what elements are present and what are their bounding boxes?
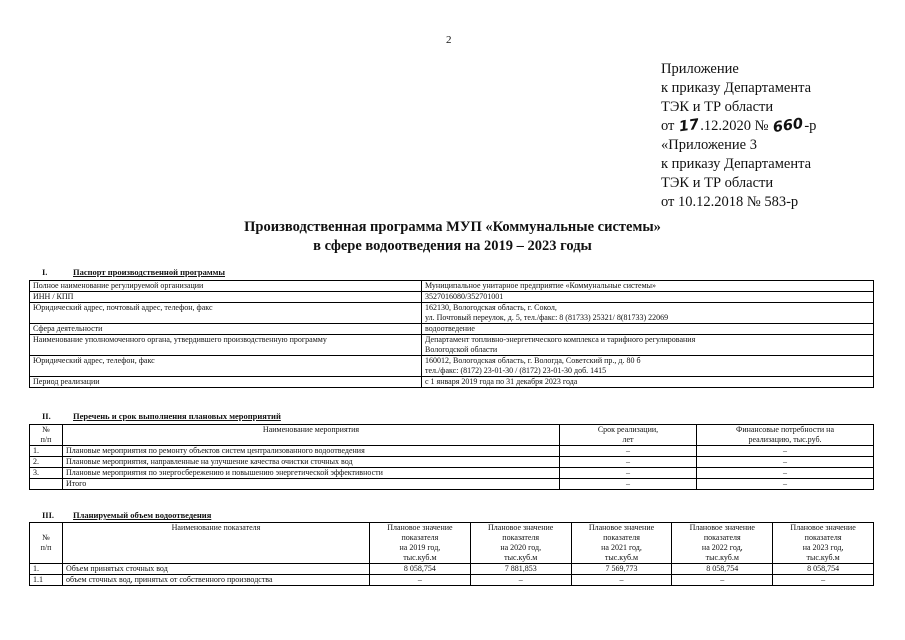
approval-date-suffix: -р [804,118,817,134]
page-number: 2 [446,34,452,46]
row-value [422,281,874,292]
row-value [422,292,874,303]
header-year: Плановое значение показателя на 2019 год, тыс.куб.м [370,523,471,564]
row-label: Сфера деятельности [30,324,422,335]
approval-line: к приказу Департамента [661,156,812,172]
section1-heading [29,267,225,277]
row-value-line: Вологодской области [425,345,498,354]
row-value: – [571,575,672,586]
row-value-line: с 1 января 2019 года по 31 декабря 2023 года [425,377,578,386]
section2-title: Перечень и срок выполнения плановых мероприятий [73,411,281,421]
document-title [0,218,905,256]
header-year: Плановое значение показателя на 2023 год, тыс.куб.м [773,523,874,564]
header-finance: Финансовые потребности на реализацию, тыс.руб. [697,425,874,446]
header-year: Плановое значение показателя на 2020 год, тыс.куб.м [470,523,571,564]
row-num [30,479,63,490]
row-finance: – [697,479,874,490]
passport-table [29,280,874,388]
row-name: Плановые мероприятия по энергосбережению и повышению энергетической эффективности [63,468,560,479]
row-value-line: Муниципальное унитарное предприятие «Коммунальные системы» [425,281,657,290]
volume-table [29,522,874,586]
row-value-line: тел./факс: (8172) 23-01-30 / (8172) 23-01-30 доб. 1415 [425,366,607,375]
approval-line: ТЭК и ТР области [661,99,774,115]
row-value [422,324,874,335]
header-num: № п/п [30,523,63,564]
row-name: объем сточных вод, принятых от собственного производства [63,575,370,586]
row-name: Плановые мероприятия, направленные на улучшение качества очистки сточных вод [63,457,560,468]
table-row [30,468,874,479]
row-num: 3. [30,468,63,479]
header-term: Срок реализации, лет [560,425,697,446]
row-term: – [560,479,697,490]
row-num: 2. [30,457,63,468]
table-header-row [30,425,874,446]
row-value [422,377,874,388]
row-value-line: 162130, Вологодская область, г. Сокол, [425,303,557,312]
section2-heading [29,411,281,421]
row-value-line: 160012, Вологодская область, г. Вологда, Советский пр., д. 80 б [425,356,641,365]
approval-line: Приложение [661,61,739,77]
header-year: Плановое значение показателя на 2022 год, тыс.куб.м [672,523,773,564]
approval-date-line [661,117,816,136]
section3-heading [29,510,211,520]
section3-number: III. [42,510,55,520]
row-value: 8 058,754 [370,564,471,575]
approval-line: от 10.12.2018 № 583-р [661,194,799,210]
row-value-line: Департамент топливно-энергетического комплекса и тарифного регулирования [425,335,696,344]
table-header-row [30,523,874,564]
row-value [422,335,874,356]
table-row [30,479,874,490]
row-label: ИНН / КПП [30,292,422,303]
table-row [30,292,874,303]
header-year: Плановое значение показателя на 2021 год, тыс.куб.м [571,523,672,564]
approval-date-prefix: от [661,118,675,134]
row-value-line: ул. Почтовый переулок, д. 5, тел./факс: 8 (81733) 25321/ 8(81733) 22069 [425,313,669,322]
approval-block [661,60,816,212]
measures-table [29,424,874,490]
approval-date-mid: .12.2020 № [700,118,769,134]
section1-number: I. [42,267,48,277]
row-label: Период реализации [30,377,422,388]
row-value: 8 058,754 [773,564,874,575]
row-label: Юридический адрес, почтовый адрес, телефон, факс [30,303,422,324]
row-value-line: 3527016080/352701001 [425,292,504,301]
row-value: – [470,575,571,586]
row-value-line: водоотведение [425,324,475,333]
row-value: 8 058,754 [672,564,773,575]
handwritten-number: 660 [772,115,805,137]
title-line-1: Производственная программа МУП «Коммунальные системы» [244,219,661,235]
header-name: Наименование показателя [63,523,370,564]
approval-line: «Приложение 3 [661,137,757,153]
row-num: 1. [30,446,63,457]
section3-title: Планируемый объем водоотведения [73,510,212,520]
table-row [30,564,874,575]
row-term: – [560,468,697,479]
row-finance: – [697,457,874,468]
row-label: Полное наименование регулируемой организации [30,281,422,292]
section2-number: II. [42,411,51,421]
table-row [30,303,874,324]
row-finance: – [697,446,874,457]
row-num: 1. [30,564,63,575]
row-name: Итого [63,479,560,490]
handwritten-day: 17 [677,116,701,136]
row-label: Юридический адрес, телефон, факс [30,356,422,377]
table-row [30,356,874,377]
row-name: Плановые мероприятия по ремонту объектов систем централизованного водоотведения [63,446,560,457]
row-value: – [773,575,874,586]
table-row [30,335,874,356]
header-num: № п/п [30,425,63,446]
row-value: 7 569,773 [571,564,672,575]
row-name: Объем принятых сточных вод [63,564,370,575]
approval-line: к приказу Департамента [661,80,812,96]
table-row [30,281,874,292]
title-line-2: в сфере водоотведения на 2019 – 2023 годы [313,238,592,254]
table-row [30,446,874,457]
approval-line: ТЭК и ТР области [661,175,774,191]
row-label: Наименование уполномоченного органа, утвердившего производственную программу [30,335,422,356]
row-term: – [560,446,697,457]
row-num: 1.1 [30,575,63,586]
table-row [30,575,874,586]
row-value [422,303,874,324]
section1-title: Паспорт производственной программы [73,267,226,277]
header-name: Наименование мероприятия [63,425,560,446]
row-value: – [370,575,471,586]
row-value: – [672,575,773,586]
table-row [30,457,874,468]
row-value: 7 881,853 [470,564,571,575]
row-value [422,356,874,377]
table-row [30,377,874,388]
row-term: – [560,457,697,468]
row-finance: – [697,468,874,479]
table-row [30,324,874,335]
